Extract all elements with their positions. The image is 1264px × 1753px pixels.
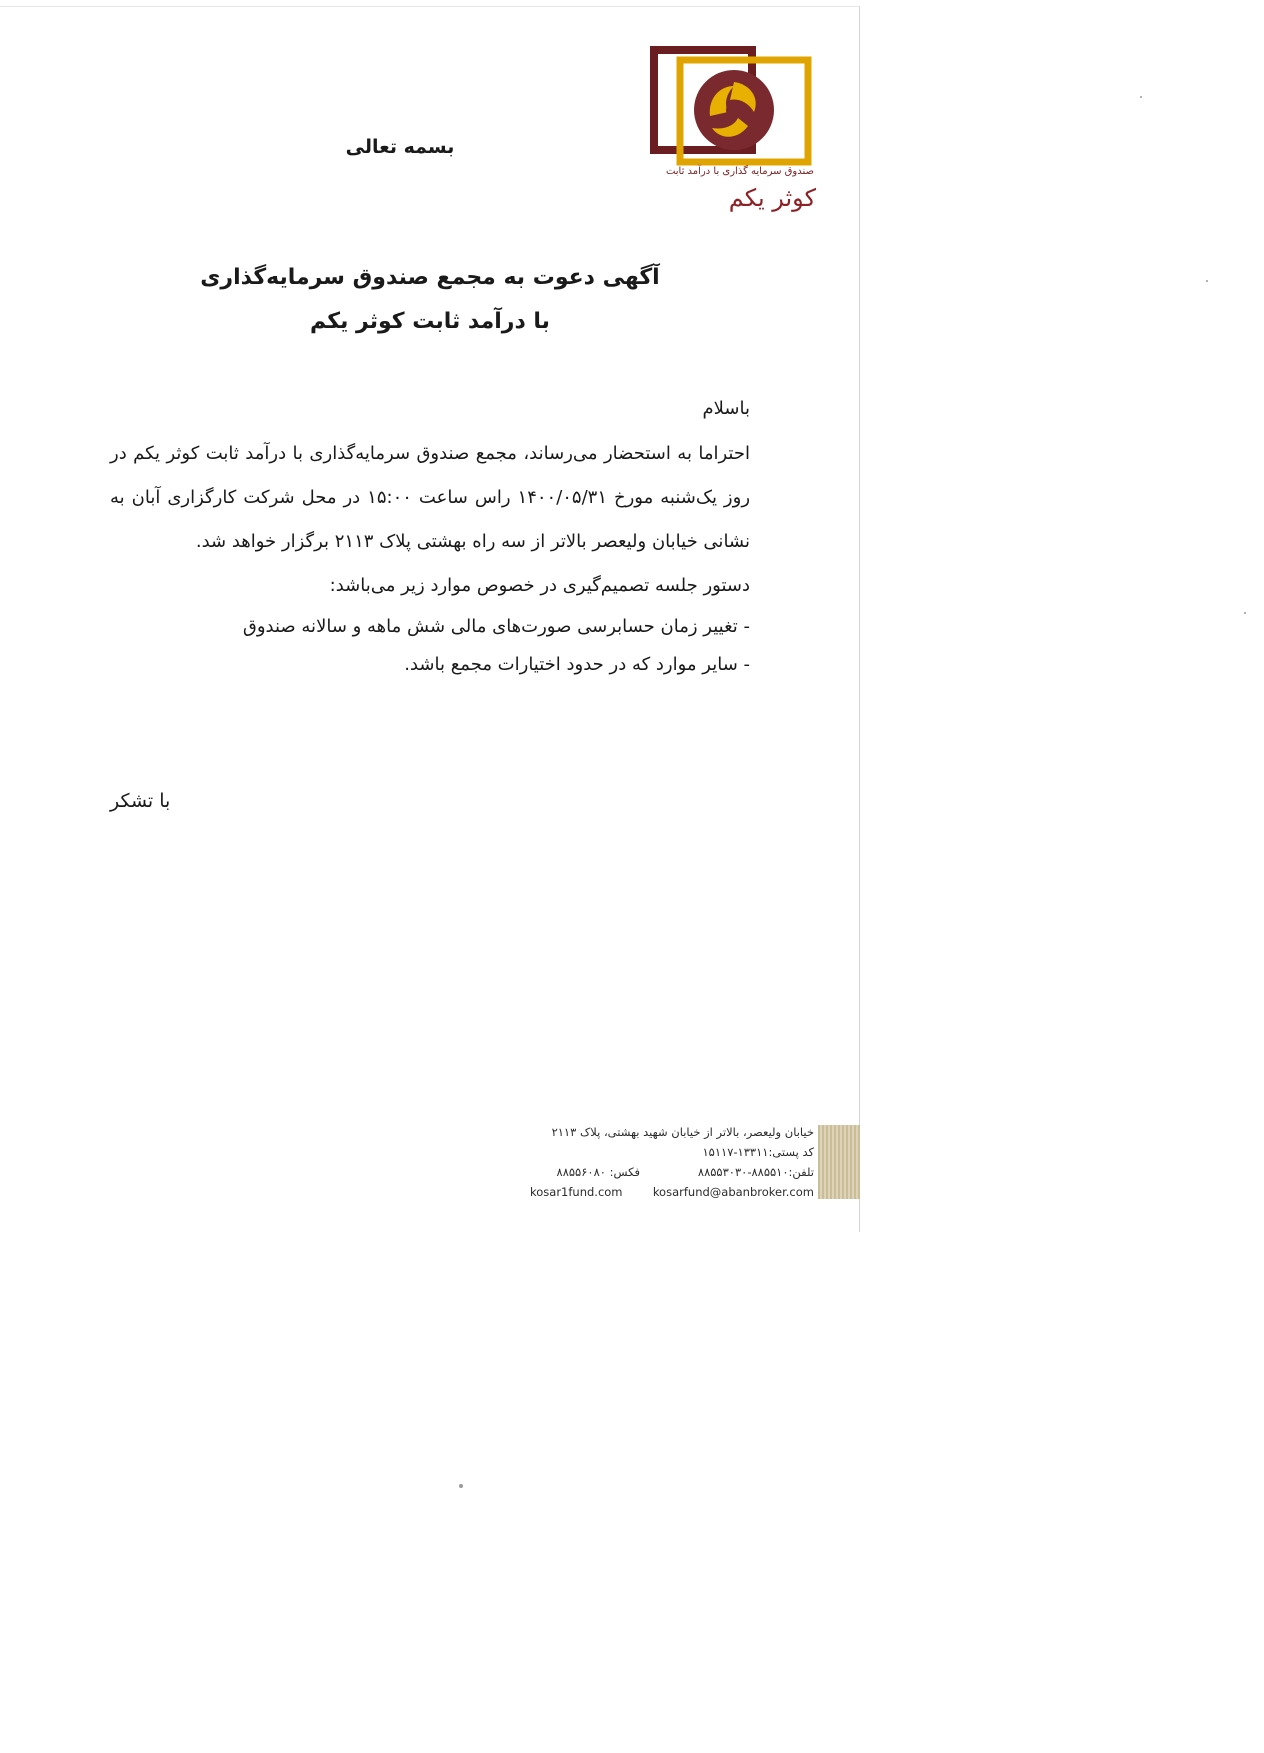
footer-contact-secondary: [530, 1122, 640, 1202]
footer-address: خیابان ولیعصر، بالاتر از خیابان شهید بهشتی، پلاک ۲۱۱۳: [551, 1125, 814, 1139]
footer-website-link[interactable]: kosar1fund.com: [530, 1185, 623, 1199]
scan-speck: [459, 1484, 463, 1488]
footer-phone: تلفن:۸۸۵۵۱۰-۸۸۵۵۳۰۳۰: [697, 1165, 814, 1179]
footer-postal-code: کد پستی:۱۳۳۱۱-۱۵۱۱۷: [702, 1145, 814, 1159]
notice-title-line-2: با درآمد ثابت کوثر یکم: [310, 309, 550, 334]
agenda-heading: دستور جلسه تصمیم‌گیری در خصوص موارد زیر می‌باشد:: [329, 575, 750, 596]
notice-title: [180, 256, 680, 344]
scan-speck: [1244, 612, 1246, 614]
footer-email-link[interactable]: kosarfund@abanbroker.com: [652, 1185, 814, 1199]
footer-pattern-decoration: [818, 1125, 860, 1199]
basmala-heading: بسمه تعالی: [345, 136, 455, 158]
scan-speck: [1140, 96, 1142, 98]
logo-tagline: صندوق سرمایه گذاری با درآمد ثابت: [665, 166, 814, 177]
logo-wordmark: کوثر یکم: [728, 184, 816, 212]
footer-fax: فکس: ۸۸۵۵۶۰۸۰: [556, 1165, 640, 1179]
agenda-item: - سایر موارد که در حدود اختیارات مجمع باشد.: [404, 654, 750, 675]
agenda-item: - تغییر زمان حسابرسی صورت‌های مالی شش ماهه و سالانه صندوق: [242, 616, 750, 637]
closing-thanks: با تشکر: [110, 790, 171, 812]
letter-body: [110, 386, 750, 684]
greeting: باسلام: [702, 398, 750, 419]
notice-title-line-1: آگهی دعوت به مجمع صندوق سرمایه‌گذاری: [200, 265, 660, 290]
invitation-paragraph: احتراما به استحضار می‌رساند، مجمع صندوق سرمایه‌گذاری با درآمد ثابت کوثر یکم در روز یک‌شنبه مورخ ۱۴۰۰/۰۵/۳۱ راس ساعت ۱۵:۰۰ در محل شرکت کارگزاری آبان به نشانی خیابان ولیعصر بالاتر از سه راه بهشتی پلاک ۲۱۱۳ برگزار خواهد شد.: [110, 443, 751, 552]
scan-speck: [1206, 280, 1208, 282]
